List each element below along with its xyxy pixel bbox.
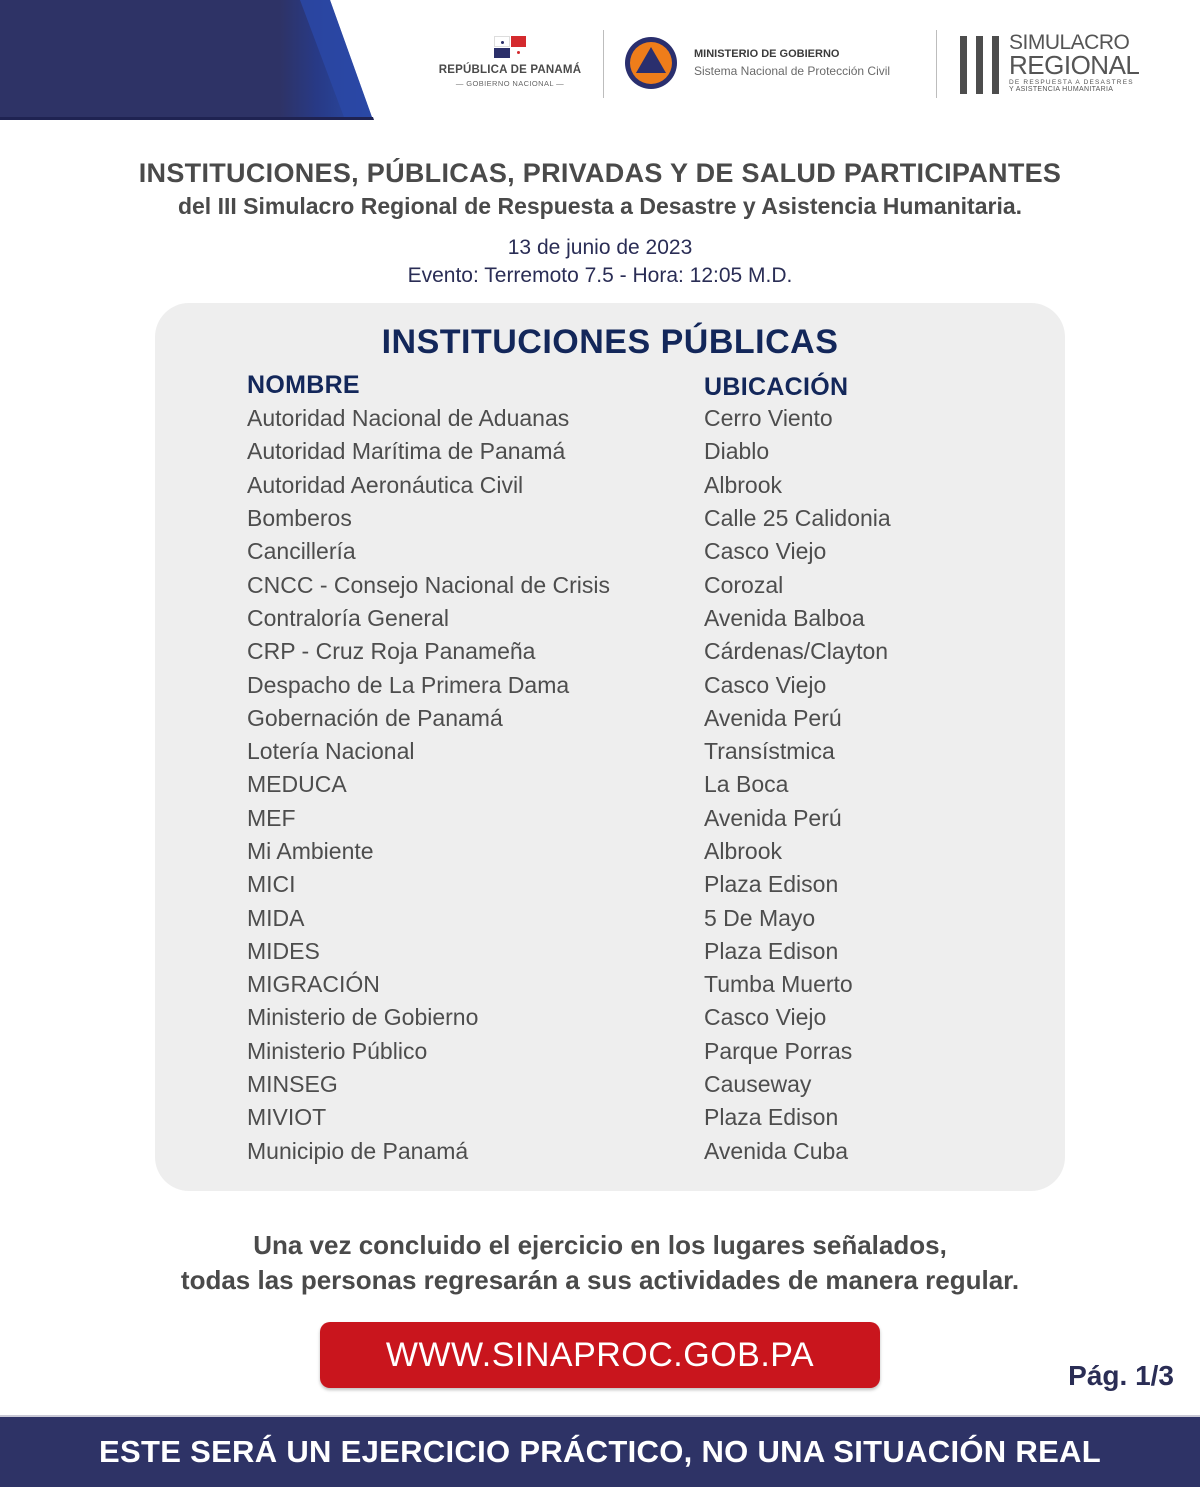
column-header-location: UBICACIÓN [704,373,849,401]
table-row [247,1068,1027,1101]
institution-location: Avenida Perú [704,804,842,831]
closing-note-line2: todas las personas regresarán a sus actividades de manera regular. [180,1265,1020,1295]
institution-name: Municipio de Panamá [247,1137,469,1164]
institutions-panel [155,303,1065,1191]
event-details: Evento: Terremoto 7.5 - Hora: 12:05 M.D. [407,264,793,287]
institution-name: CNCC - Consejo Nacional de Crisis [247,571,611,598]
institution-location: Tumba Muerto [704,971,853,998]
institution-location: Diablo [704,438,770,465]
table-row [247,469,1027,502]
page-subtitle: del III Simulacro Regional de Respuesta a Desastre y Asistencia Humanitaria. [177,193,1023,219]
banner-shape-icon [0,0,375,120]
institution-name: Bomberos [247,505,352,532]
institution-name: MICI [247,871,296,898]
institution-location: 5 De Mayo [704,904,816,931]
ministerio-subtitle: Sistema Nacional de Protección Civil [694,64,891,78]
panama-flag-icon [494,36,526,58]
civil-protection-seal-icon [624,36,678,90]
sinaproc-logo [624,36,890,90]
institution-location: Avenida Cuba [704,1137,849,1164]
institution-name: MIGRACIÓN [247,971,380,998]
institution-location: Parque Porras [704,1037,853,1064]
table-row [247,435,1027,468]
table-row [247,568,1027,601]
institution-location: La Boca [704,771,789,798]
institution-name: Lotería Nacional [247,738,415,765]
institution-location: Casco Viejo [704,1004,827,1031]
institution-location: Albrook [704,471,782,498]
institution-location: Plaza Edison [704,871,839,898]
institution-location: Plaza Edison [704,1104,839,1131]
institution-location: Casco Viejo [704,671,827,698]
institution-location: Transístmica [704,738,835,765]
republica-subtitle: — GOBIERNO NACIONAL — [455,79,565,88]
institution-location: Corozal [704,571,784,598]
closing-note [0,1228,1200,1298]
institution-location: Causeway [704,1071,812,1098]
disclaimer-bar: ESTE SERÁ UN EJERCICIO PRÁCTICO, NO UNA SITUACIÓN REAL [0,1415,1200,1487]
institution-name: Ministerio de Gobierno [247,1004,479,1031]
table-row [247,502,1027,535]
table-row [247,602,1027,635]
table-row [247,668,1027,701]
table-row [247,1101,1027,1134]
institution-name: MINSEG [247,1071,338,1098]
simulacro-line1: SIMULACRO [1009,31,1130,54]
institutions-list [247,402,1027,1168]
table-row [247,768,1027,801]
panel-title: INSTITUCIONES PÚBLICAS [381,323,839,361]
table-row [247,835,1027,868]
table-row [247,735,1027,768]
simulacro-logo [960,32,1139,94]
institution-name: MIDA [247,904,305,931]
institution-name: MIDES [247,937,320,964]
simulacro-line4: Y ASISTENCIA HUMANITARIA [1009,86,1114,93]
closing-note-line1: Una vez concluido el ejercicio en los lugares señalados, [253,1230,947,1260]
republica-logo [430,36,590,88]
institution-name: Despacho de La Primera Dama [247,671,570,698]
republica-title: REPÚBLICA DE PANAMÁ [438,64,582,76]
institution-location: Cerro Viento [704,405,833,432]
table-row [247,802,1027,835]
table-row [247,402,1027,435]
table-row [247,1035,1027,1068]
table-row [247,968,1027,1001]
event-date: 13 de junio de 2023 [507,236,693,259]
roman-numeral-iii-icon [960,32,999,94]
simulacro-line3: DE RESPUESTA A DESASTRES [1009,79,1134,86]
institution-name: Mi Ambiente [247,838,374,864]
table-row [247,935,1027,968]
institution-name: MEDUCA [247,771,347,798]
table-row [247,868,1027,901]
institution-location: Avenida Balboa [704,604,865,631]
institution-location: Cárdenas/Clayton [704,638,889,665]
institution-name: Autoridad Nacional de Aduanas [247,405,570,432]
institution-location: Casco Viejo [704,538,827,565]
page-number: Pág. 1/3 [1068,1360,1174,1391]
institution-name: MEF [247,804,296,831]
institution-location: Avenida Perú [704,704,842,731]
column-header-name: NOMBRE [247,371,360,399]
institution-name: Contraloría General [247,604,449,631]
logo-divider [936,30,937,98]
institution-name: CRP - Cruz Roja Panameña [247,638,536,665]
institution-name: Autoridad Marítima de Panamá [247,438,566,465]
institution-location: Plaza Edison [704,937,839,964]
institution-location: Calle 25 Calidonia [704,505,891,532]
table-row [247,635,1027,668]
table-row [247,535,1027,568]
website-link-button[interactable]: WWW.SINAPROC.GOB.PA [320,1322,880,1388]
table-row [247,901,1027,934]
logo-divider [603,30,604,98]
table-row [247,702,1027,735]
simulacro-line2: REGIONAL [1009,50,1140,80]
page-title: INSTITUCIONES, PÚBLICAS, PRIVADAS Y DE SALUD PARTICIPANTES [138,158,1062,188]
ministerio-title: MINISTERIO DE GOBIERNO [694,48,840,60]
institution-name: MIVIOT [247,1104,327,1131]
institution-name: Cancillería [247,538,356,565]
institution-name: Ministerio Público [247,1037,428,1064]
header-banner [0,0,375,120]
institution-location: Albrook [704,838,782,864]
header-logos [420,28,1160,100]
table-row [247,1001,1027,1034]
institution-name: Gobernación de Panamá [247,704,503,731]
institution-name: Autoridad Aeronáutica Civil [247,471,524,498]
table-row [247,1135,1027,1168]
